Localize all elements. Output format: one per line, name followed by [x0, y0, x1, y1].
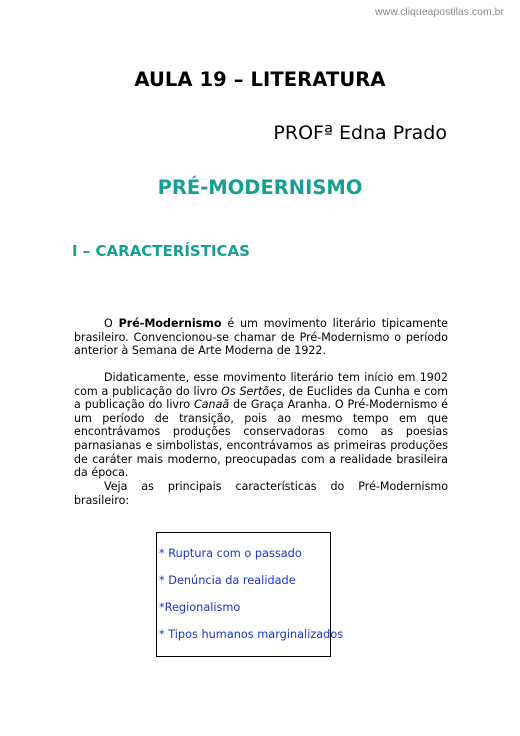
intro-paragraph — [74, 317, 448, 358]
list-intro-paragraph: Veja as principais características do Pré-Modernismo brasileiro: — [74, 480, 448, 507]
history-part1: Didaticamente, esse movimento literário tem início em 1902 com a publicação do livro — [74, 371, 448, 398]
book-title-os-sertoes: Os Sertões — [221, 384, 282, 398]
section-heading: I – CARACTERÍSTICAS — [72, 242, 250, 260]
history-part3: de Graça Aranha. O Pré-Modernismo é um período de transição, pois ao mesmo tempo em que encontrávamos produções conservadoras como as poesias parnasianas e simbolistas, encontrávamos as primeiras produções de caráter mais moderno, preocupadas com a realidade brasileira da época. — [74, 398, 448, 480]
site-url: www.cliqueapostilas.com.br — [375, 6, 504, 18]
characteristic-item: * Tipos humanos marginalizados — [159, 628, 344, 641]
characteristic-item: * Ruptura com o passado — [159, 547, 302, 560]
intro-bold-term: Pré-Modernismo — [118, 317, 222, 330]
history-part2: , de Euclides da Cunha e com a publicação do livro — [74, 384, 448, 412]
teacher-name: PROFª Edna Prado — [273, 122, 447, 144]
intro-lead: O — [104, 317, 119, 330]
intro-rest: é um movimento literário tipicamente brasileiro. Convencionou-se chamar de Pré-Modernismo o período anterior à Semana de Arte Moderna de 1922. — [74, 317, 448, 358]
characteristic-item: * Denúncia da realidade — [159, 574, 296, 587]
characteristic-item: *Regionalismo — [159, 601, 241, 614]
book-title-canaa: Canaã — [194, 398, 230, 412]
main-heading: PRÉ-MODERNISMO — [157, 176, 363, 199]
page-title: AULA 19 – LITERATURA — [134, 68, 386, 91]
characteristics-box — [156, 532, 344, 657]
history-paragraph — [74, 371, 448, 480]
